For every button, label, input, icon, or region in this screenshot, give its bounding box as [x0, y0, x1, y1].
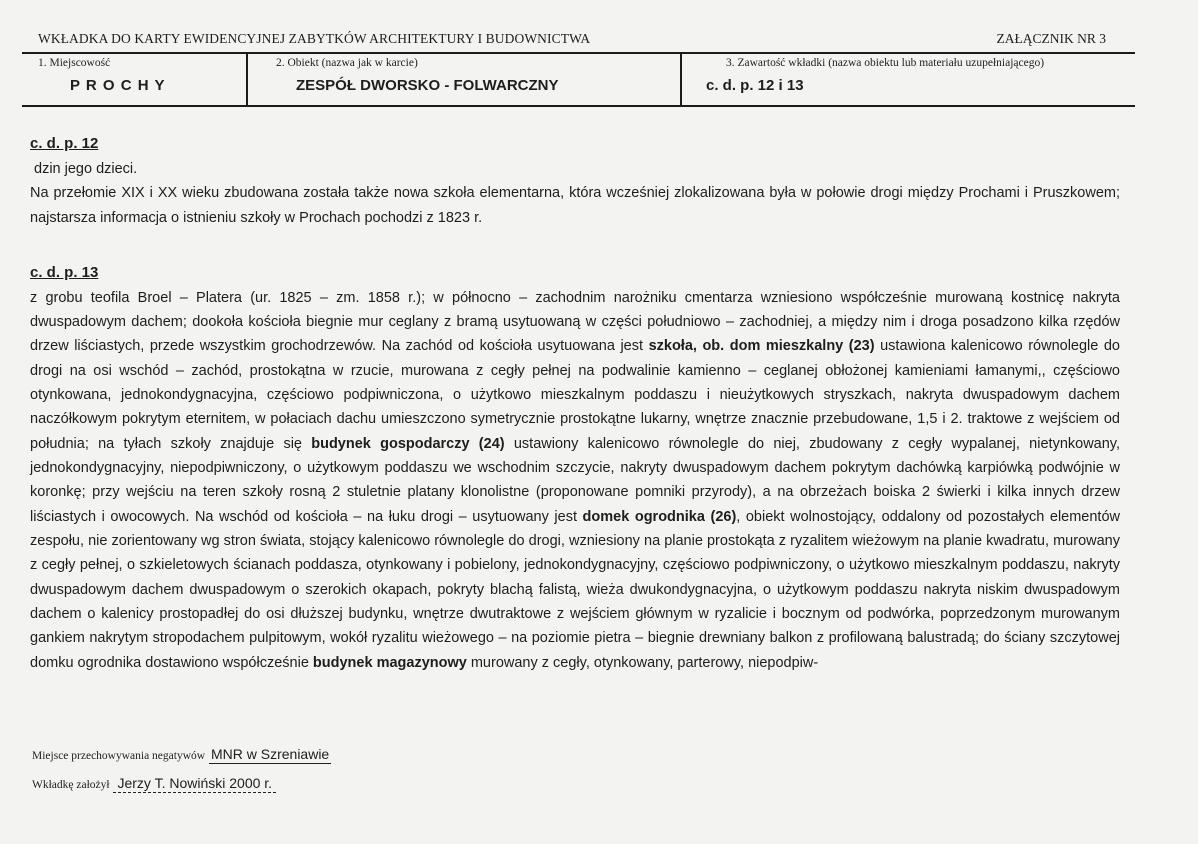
negatives-value: MNR w Szreniawie — [210, 746, 330, 762]
section-p13 — [30, 261, 1120, 675]
bold-term: budynek gospodarczy (24) — [311, 435, 505, 452]
negatives-label: Miejsce przechowywania negatywów — [32, 750, 206, 762]
locality-label: 1. Miejscowość — [38, 57, 111, 69]
text-run: z grobu teofila Broel – Platera (ur. 1825 – zm. 1858 r.); w północno – zachodnim narożniku cmentarza wzniesiono współcześnie murowaną kostnicę nakryta dwuspadowym dachem; dookoła kościoła biegnie mur ceglany z bramą usytuowaną w części południowo – zachodniej, a między nim i droga posadzono kilka rzędów drzew liściastych, przede wszystkim grochodrzewów. Na zachód od kościoła usytuowana jest — [30, 289, 1120, 355]
header-divider-1 — [246, 52, 248, 107]
text-run: Na przełomie XIX i XX wieku zbudowana została także nowa szkoła elementarna, która wcześniej zlokalizowana była w połowie drogi między Prochami i Pruszkowem; najstarsza informacja o istnieniu szkoły w Prochach pochodzi z 1823 r. — [30, 185, 1120, 226]
author-line — [32, 775, 276, 791]
header-divider-2 — [680, 52, 682, 107]
object-label: 2. Obiekt (nazwa jak w karcie) — [276, 57, 418, 69]
text-run: murowany z cegły, otynkowany, parterowy, niepodpiw- — [466, 654, 819, 671]
text-run: ustawiona kalenicowo równolegle do drogi na osi wschód – zachód, prostokątna w rzucie, murowana z cegły pełnej na podwalinie kamienno – ceglanej obłożonej kamieniami łamanymi,, częściowo otynkowana, jednokondygnacyjna, częściowo podpiwniczona, o użytkowo mieszkalnym poddaszu i nieużytkowych stryszkach, nakryta dwuspadowym dachem naczółkowym pokrytym eternitem, w połaciach dachu umieszczono symetrycznie prostokątne lukarny, wnętrze znacznie przebudowane, 1,5 i 2. traktowe z wejściem od południa; na tyłach szkoły znajduje się — [30, 338, 1120, 452]
contents-value: c. d. p. 12 i 13 — [706, 77, 804, 94]
text-run: dzin jego dzieci. — [34, 160, 138, 177]
paragraph — [30, 157, 1120, 182]
section-heading: c. d. p. 12 — [30, 135, 99, 152]
header-top-rule — [22, 52, 1135, 54]
bold-term: szkoła, ob. dom mieszkalny (23) — [648, 338, 875, 355]
bold-term: budynek magazynowy — [312, 654, 467, 671]
contents-label: 3. Zawartość wkładki (nazwa obiektu lub materiału uzupełniającego) — [726, 57, 1045, 69]
text-run: , obiekt wolnostojący, oddalony od pozostałych elementów zespołu, nie zorientowany wg stron świata, stojący kalenicowo równolegle do drogi, wzniesiony na planie prostokąta z ryzalitem wieżowym na planie kwadratu, murowany z cegły pełnej, o szkieletowych ścianach poddasza, otynkowany i pobielony, jednokondygnacyjny, częściowo podpiwniczony, o użytkowo mieszkalnym poddaszu, nakryty dwuspadowym dachem dwuspadowym o szerokich okapach, pokryty blachą falistą, wieża dwukondygnacyjna, o użytkowym poddaszu nakryta niskim dwuspadowym dachem o kalenicy prostopadłej do osi dłuższej budynku, wnętrze dwutraktowe z wejściem głównym w ryzalicie i bocznym od podwórka, poprzedzonym murowanym gankiem nakrytym stropodachem pulpitowym, wokół ryzalitu wieżowego – na poziomie pietra – biegnie drewniany balkon z profilowaną balustradą; do ściany szczytowej domku ogrodnika dostawiono współcześnie — [30, 508, 1120, 671]
negatives-location — [32, 746, 331, 762]
author-value: Jerzy T. Nowiński 2000 r. — [113, 775, 276, 793]
bold-term: domek ogrodnika (26) — [582, 508, 737, 525]
paragraph — [30, 181, 1120, 230]
paragraph — [30, 286, 1120, 676]
section-heading: c. d. p. 13 — [30, 264, 99, 281]
object-value: ZESPÓŁ DWORSKO - FOLWARCZNY — [296, 77, 559, 94]
author-label: Wkładkę założył — [32, 779, 110, 791]
text-run: ustawiony kalenicowo równolegle do niej, zbudowany z cegły wypalanej, nietynkowany, jednokondygnacyjny, niepodpiwniczony, o użytkowym poddaszu we wschodnim szczycie, nakryty dwuspadowym dachem pokrytym dachówką karpiówką podwójnie w koronkę; przy wejściu na teren szkoły rosną 2 stuletnie platany klonolistne (proponowane pomniki przyrody), a na obrzeżach boiska 2 świerki i kilka innych drzew liściastych i owocowych. Na wschód od kościoła – na łuku drogi – usytuowany jest — [30, 435, 1120, 525]
locality-value: P R O C H Y — [70, 77, 166, 94]
attachment-number: ZAŁĄCZNIK NR 3 — [996, 31, 1106, 46]
section-p12 — [30, 132, 1120, 230]
header-bottom-rule — [22, 105, 1135, 107]
form-title: WKŁADKA DO KARTY EWIDENCYJNEJ ZABYTKÓW ARCHITEKTURY I BUDOWNICTWA — [38, 31, 591, 46]
